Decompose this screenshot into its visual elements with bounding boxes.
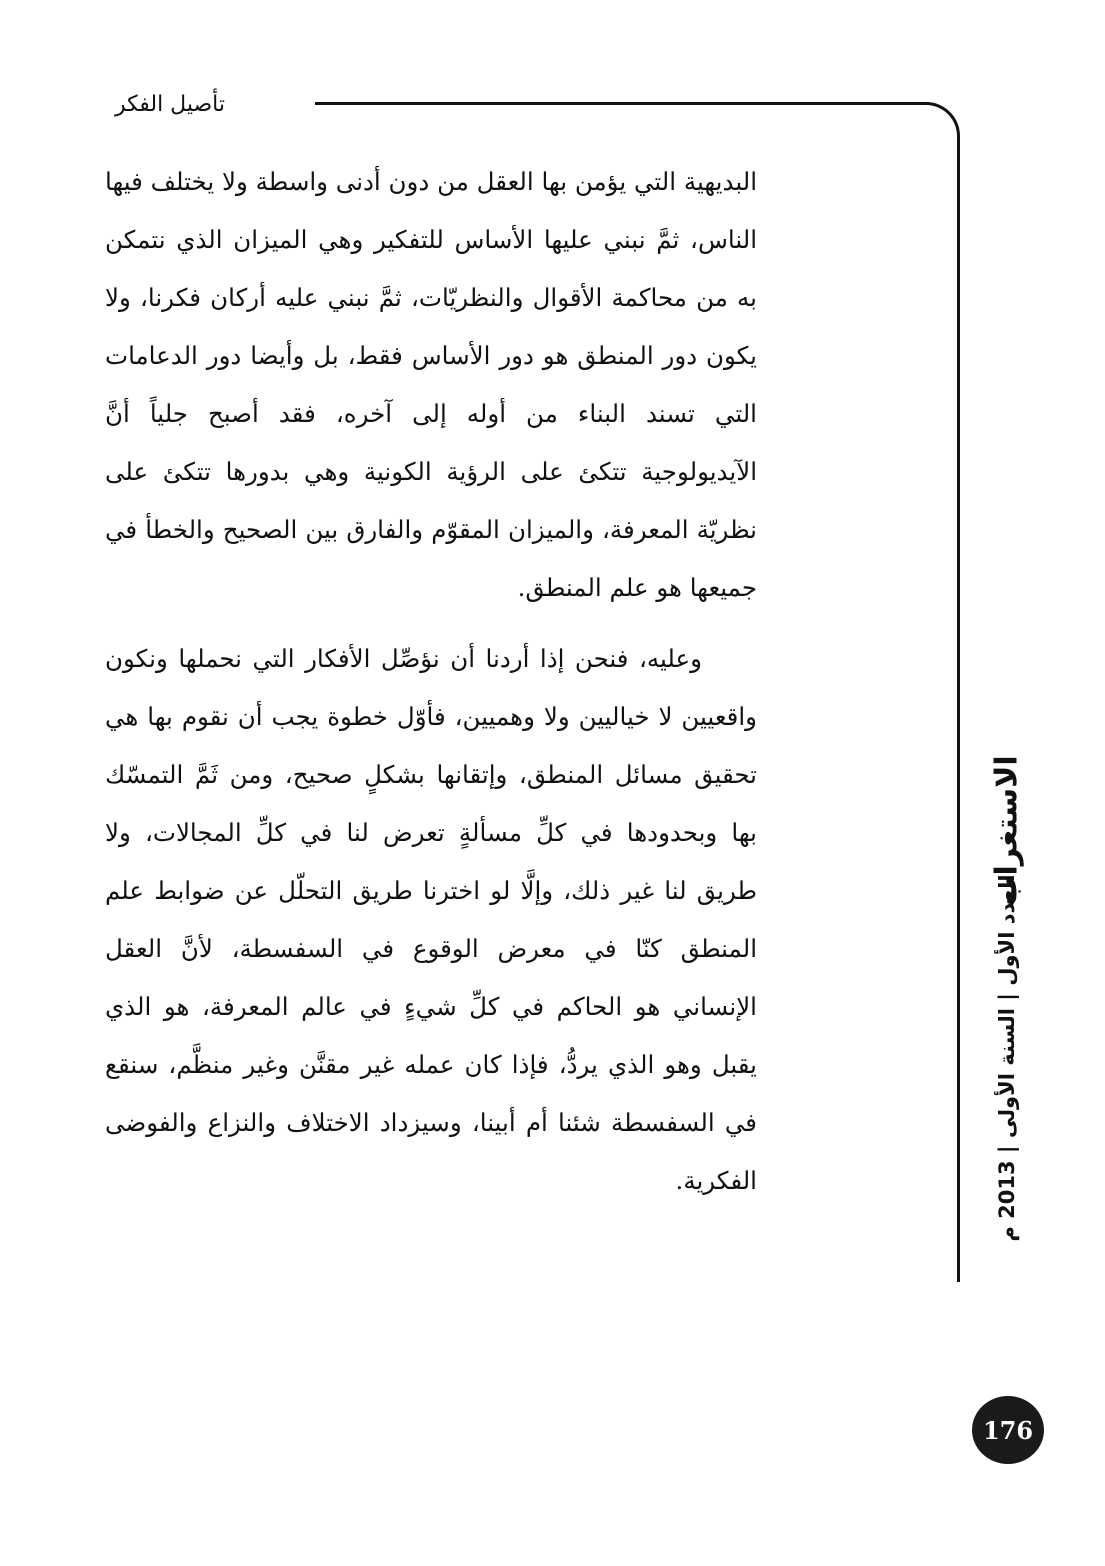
- journal-title-text: الاستغراب: [989, 754, 1025, 906]
- page-number-badge: 176: [972, 1396, 1044, 1464]
- section-title: تأصيل الفكر: [114, 92, 225, 117]
- body-paragraph-2: وعليه، فنحن إذا أردنا أن نؤصِّل الأفكار التي نحملها ونكون واقعيين لا خياليين ولا وهميين، فأوّل خطوة يجب أن نقوم بها هي تحقيق مسائل المنطق، وإتقانها بشكلٍ صحيح، ومن ثَمَّ التمسّك بها وبحدودها في كلِّ مسألةٍ تعرض لنا في كلِّ المجالات، ولا طريق لنا غير ذلك، وإلَّا لو اخترنا طريق التحلّل عن ضوابط علم المنطق كنّا في معرض الوقوع في السفسطة، لأنَّ العقل الإنساني هو الحاكم في كلِّ شيءٍ في عالم المعرفة، هو الذي يقبل وهو الذي يردُّ، فإذا كان عمله غير مقنَّن وغير منظَّم، سنقع في السفسطة شئنا أم أبينا، وسيزداد الاختلاف والنزاع والفوضى الفكرية.: [105, 644, 757, 1195]
- issue-info-text: العدد الأول | السنة الأولى | 2013 م: [995, 874, 1019, 1242]
- body-paragraph-1: البديهية التي يؤمن بها العقل من دون أدنى واسطة ولا يختلف فيها الناس، ثمَّ نبني عليها الأساس للتفكير وهي الميزان الذي نتمكن به من محاكمة الأقوال والنظريّات، ثمَّ نبني عليه أركان فكرنا، ولا يكون دور المنطق هو دور الأساس فقط، بل وأيضا دور الدعامات التي تسند البناء من أوله إلى آخره، فقد أصبح جلياً أنَّ الآيديولوجية تتكئ على الرؤية الكونية وهي بدورها تتكئ على نظريّة المعرفة، والميزان المقوّم والفارق بين الصحيح والخطأ في جميعها هو علم المنطق.: [105, 167, 757, 602]
- journal-logo-title: [976, 754, 1038, 906]
